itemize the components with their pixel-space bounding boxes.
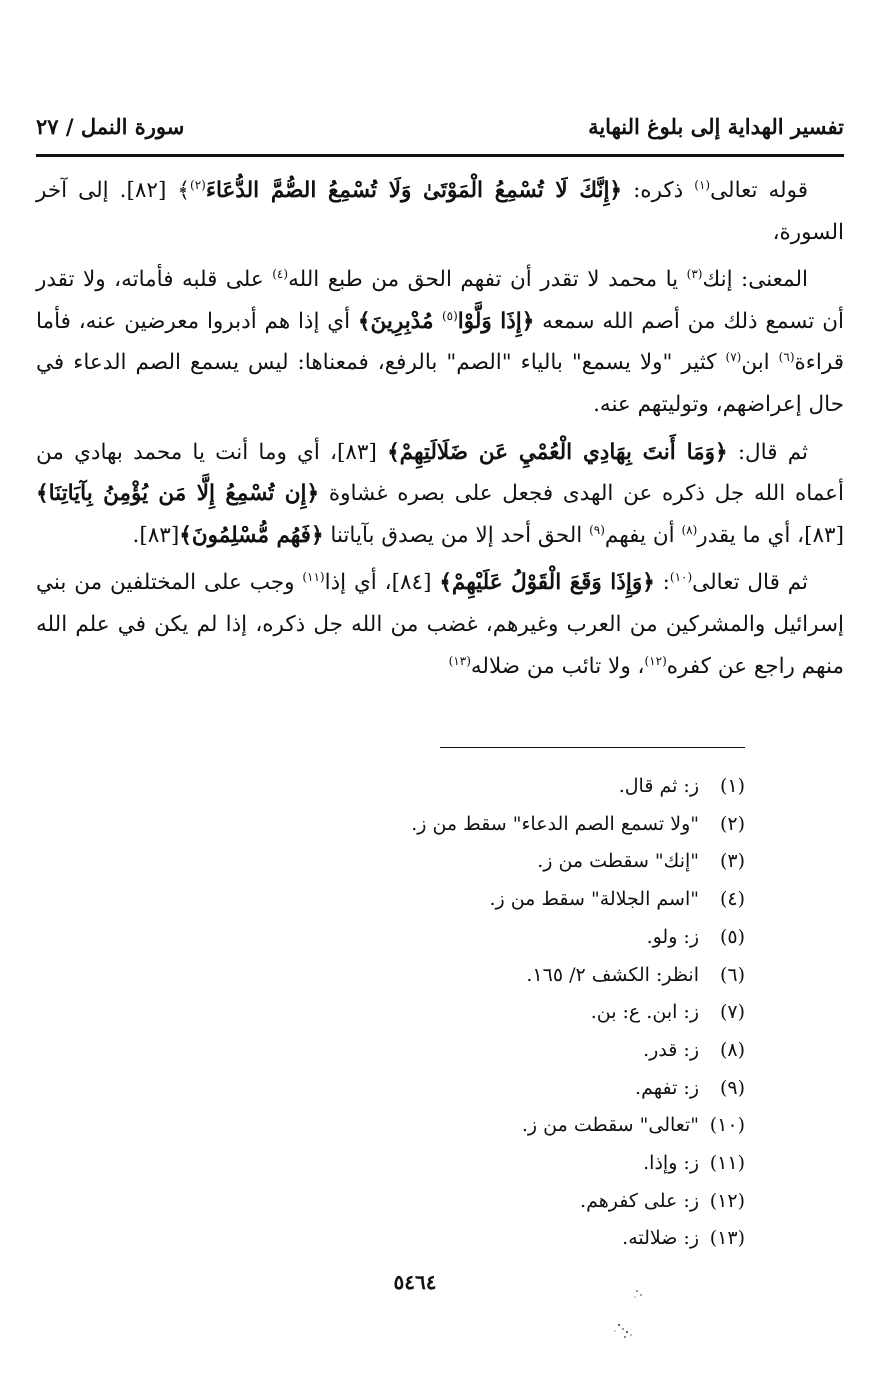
- footnote-number: (٩): [719, 1076, 745, 1099]
- quran-verse: ﴿فَهُم مُّسْلِمُونَ﴾: [179, 522, 324, 548]
- paragraph-1: [36, 170, 844, 253]
- quran-verse: مُدْبِرِينَ﴾: [357, 308, 442, 334]
- footnote-item: [245, 919, 745, 957]
- page-number: ٥٤٦٤: [393, 1270, 437, 1294]
- footnote-text: ز: ثم قال.: [618, 775, 699, 797]
- footnote-text: انظر: الكشف ٢/ ١٦٥.: [526, 963, 699, 986]
- footnote-text: "اسم الجلالة" سقط من ز.: [489, 888, 699, 911]
- footnote-ref: (١٢): [644, 653, 667, 668]
- text-run: ابن: [741, 350, 779, 376]
- footnote-number: (١٣): [709, 1227, 745, 1250]
- text-run: المعنى: إنك: [702, 267, 809, 293]
- footnote-number: (٦): [719, 963, 745, 986]
- footnote-number: (١٢): [709, 1189, 745, 1212]
- footnote-item: [245, 1145, 745, 1183]
- footnote-ref: (٥): [441, 308, 458, 323]
- footnote-item: [245, 1070, 745, 1108]
- book-title: تفسير الهداية إلى بلوغ النهاية: [588, 114, 844, 139]
- footnote-number: (٨): [719, 1038, 745, 1061]
- text-run: وجب على المختلفين من بني إسرائيل والمشركين من العرب وغيرهم، غضب من الله جل ذكره، إذا لم يكن في علم الله منهم راجع عن كفره: [36, 570, 844, 679]
- text-run: ذكره:: [622, 178, 695, 203]
- text-run: [٨٣].: [132, 522, 180, 548]
- footnote-number: (١١): [709, 1152, 745, 1175]
- footnote-ref: (٨): [681, 522, 698, 537]
- text-run: أن يفهم: [604, 522, 682, 548]
- quran-verse: ﴿وَإِذَا وَقَعَ الْقَوْلُ عَلَيْهِمْ﴾: [439, 570, 655, 596]
- paragraph-3: [36, 432, 844, 557]
- text-run: ثم قال تعالى: [692, 570, 808, 596]
- footnote-item: [245, 994, 745, 1032]
- footnote-item: [245, 806, 745, 844]
- footnote-ref: (٤): [272, 267, 289, 282]
- footnote-item: [245, 957, 745, 995]
- text-run: قوله تعالى: [710, 178, 808, 203]
- footnote-number: (١): [719, 775, 745, 797]
- text-run: يا محمد لا تقدر أن تفهم الحق من طبع الله: [288, 267, 687, 293]
- footnote-number: (١٠): [709, 1114, 745, 1137]
- running-header: [36, 110, 844, 148]
- footnote-number: (٢): [719, 812, 745, 835]
- footnote-text: "إنك" سقطت من ز.: [537, 850, 699, 873]
- quran-verse: ﴿إِنَّكَ لَا تُسْمِعُ الْمَوْتَىٰ وَلَا تُسْمِعُ الصُّمَّ الدُّعَاءَ: [205, 178, 623, 203]
- footnote-item: [245, 1032, 745, 1070]
- text-run: ، ولا تائب من ضلاله: [470, 653, 645, 679]
- footnote-ref: (١٠): [669, 570, 693, 585]
- tafsir-text: [36, 170, 844, 693]
- footnote-text: "ولا تسمع الصم الدعاء" سقط من ز.: [411, 812, 699, 835]
- text-run: :: [654, 570, 670, 596]
- footnote-number: (٤): [719, 888, 745, 911]
- footnote-ref: (٧): [725, 350, 742, 365]
- footnote-ref: (١١): [302, 570, 325, 585]
- footnote-number: (٥): [719, 925, 745, 948]
- footnote-text: ز: تفهم.: [635, 1076, 699, 1099]
- footnote-item: [245, 1107, 745, 1145]
- paragraph-4: [36, 562, 844, 687]
- footnote-text: "تعالى" سقطت من ز.: [521, 1114, 699, 1137]
- footnote-number: (٧): [719, 1001, 745, 1024]
- footnote-text: ز: ولو.: [646, 925, 699, 948]
- footnote-item: [245, 1183, 745, 1221]
- text-run: على قلبه فأماته، ولا تقدر أن تسمع ذلك من أصم الله سمعه: [36, 267, 844, 334]
- footnote-ref: (٣): [686, 267, 703, 282]
- header-divider: [36, 154, 844, 157]
- surah-label: سورة النمل / ٢٧: [36, 114, 185, 139]
- text-run: كثير "ولا يسمع" بالياء "الصم" بالرفع، فمعناها: ليس يسمع الصم الدعاء في حال إعراضهم، وتوليتهم عنه.: [36, 350, 844, 417]
- quran-verse: ﴿إِذَا وَلَّوْا: [457, 308, 535, 334]
- footnote-text: ز: ضلالته.: [622, 1227, 699, 1250]
- footnote-item: [245, 881, 745, 919]
- footnote-ref: (٦): [778, 350, 795, 365]
- footnote-number: (٣): [719, 850, 745, 873]
- text-run: أي إذا هم أدبروا معرضين عنه، فأما قراءة: [36, 308, 844, 376]
- footnote-ref: (١): [694, 177, 711, 192]
- text-run: ثم قال:: [727, 439, 808, 465]
- footnote-text: ز: على كفرهم.: [580, 1189, 699, 1212]
- footnote-ref: (٢): [190, 177, 206, 192]
- footnote-text: ز: وإذا.: [643, 1152, 699, 1175]
- footnote-ref: (٩): [589, 522, 605, 537]
- text-run: الحق أحد إلا من يصدق بآياتنا: [323, 522, 590, 548]
- footnote-ref: (١٣): [448, 653, 471, 668]
- footnote-item: [245, 843, 745, 881]
- scan-specks: [595, 1285, 655, 1355]
- footnote-divider: [440, 747, 745, 748]
- quran-verse: ﴿إِن تُسْمِعُ إِلَّا مَن يُؤْمِنُ بِآيَاتِنَا﴾: [36, 481, 320, 507]
- paragraph-2: [36, 259, 844, 425]
- text-run: [٨٣]، أي وما أنت يا محمد بهادي من أعماه الله جل ذكره عن الهدى فجعل على بصره غشاوة: [36, 439, 844, 507]
- footnotes-list: [245, 768, 745, 1258]
- footnote-text: ز: ابن. ع: بن.: [590, 1001, 699, 1024]
- quran-verse: ﴿وَمَا أَنتَ بِهَادِي الْعُمْيِ عَن ضَلَالَتِهِمْ﴾: [387, 439, 728, 465]
- text-run: [٨٣]، أي ما يقدر: [697, 522, 844, 548]
- text-run: ﴾ [٨٢]. إلى آخر السورة،: [36, 178, 844, 245]
- footnote-item: [245, 1220, 745, 1258]
- text-run: [٨٤]، أي إذا: [324, 570, 440, 596]
- footnote-item: [245, 768, 745, 806]
- footnote-text: ز: قدر.: [643, 1038, 699, 1061]
